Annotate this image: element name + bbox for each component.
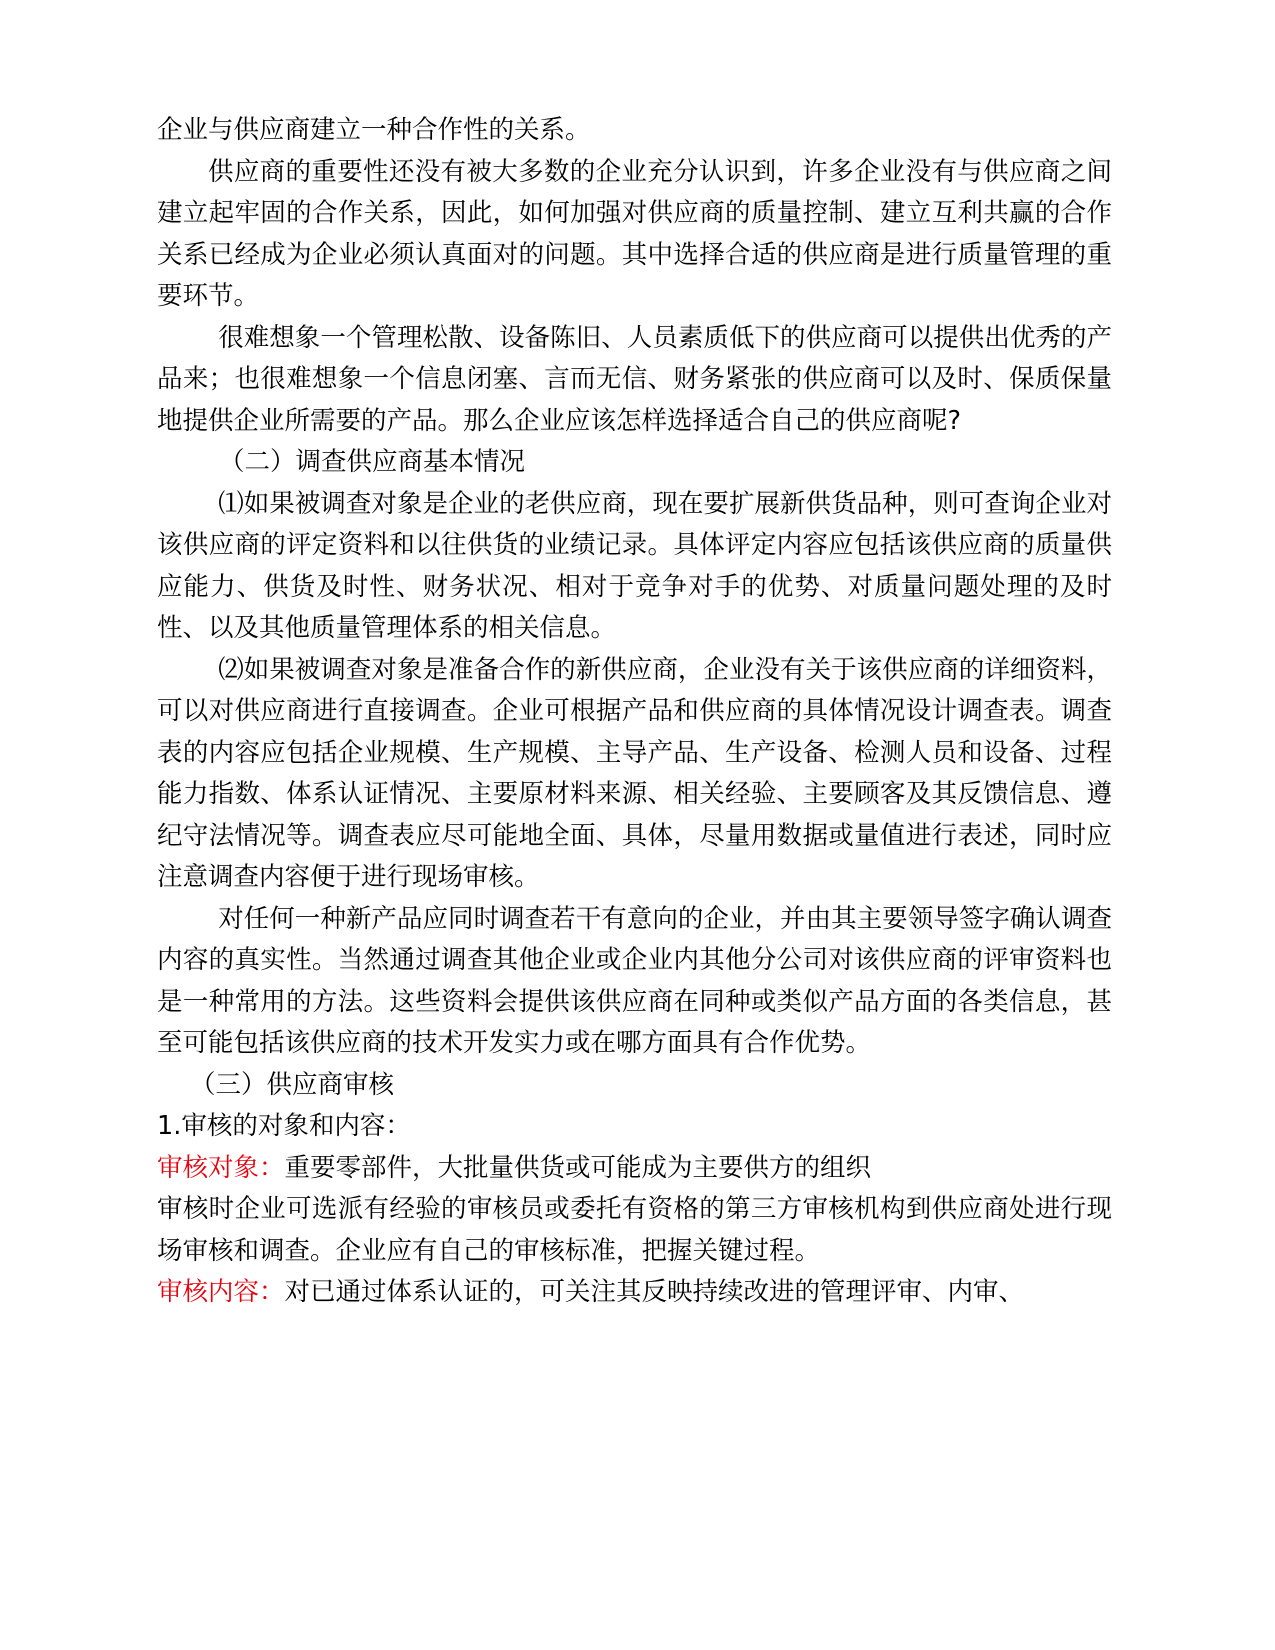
- audit-object-label: 审核对象：: [157, 1152, 285, 1183]
- paragraph-1: 供应商的重要性还没有被大多数的企业充分认识到，许多企业没有与供应商之间建立起牢固的合作关系，因此，如何加强对供应商的质量控制、建立互利共赢的合作关系已经成为企业必须认真面对的问题。其中选择合适的供应商是进行质量管理的重要环节。: [157, 156, 1112, 311]
- audit-content-text: 对已通过体系认证的，可关注其反映持续改进的管理评审、内审、: [284, 1277, 1025, 1307]
- paragraph-4: ⑵如果被调查对象是准备合作的新供应商，企业没有关于该供应商的详细资料，可以对供应商进行直接调查。企业可根据产品和供应商的具体情况设计调查表。调查表的内容应包括企业规模、生产规模、主导产品、生产设备、检测人员和设备、过程能力指数、体系认证情况、主要原材料来源、相关经验、主要顾客及其反馈信息、遵纪守法情况等。调查表应尽可能地全面、具体，尽量用数据或量值进行表述，同时应注意调查内容便于进行现场审核。: [157, 654, 1112, 892]
- paragraph-7: [157, 1148, 1112, 1190]
- paragraph-6: 1.审核的对象和内容：: [157, 1111, 411, 1141]
- document-body: [157, 110, 1112, 1314]
- paragraph-3: ⑴如果被调查对象是企业的老供应商，现在要扩展新供货品种，则可查询企业对该供应商的评定资料和以往供货的业绩记录。具体评定内容应包括该供应商的质量供应能力、供货及时性、财务状况、相对于竞争对手的优势、对质量问题处理的及时性、以及其他质量管理体系的相关信息。: [157, 488, 1112, 643]
- paragraph-5: 对任何一种新产品应同时调查若干有意向的企业，并由其主要领导签字确认调查内容的真实性。当然通过调查其他企业或企业内其他分公司对该供应商的评审资料也是一种常用的方法。这些资料会提供该供应商在同种或类似产品方面的各类信息，甚至可能包括该供应商的技术开发实力或在哪方面具有合作优势。: [157, 903, 1112, 1058]
- audit-content-label: 审核内容：: [157, 1277, 285, 1307]
- section-heading-2: （二）调查供应商基本情况: [219, 447, 526, 477]
- paragraph-2: 很难想象一个管理松散、设备陈旧、人员素质低下的供应商可以提供出优秀的产品来；也很难想象一个信息闭塞、言而无信、财务紧张的供应商可以及时、保质保量地提供企业所需要的产品。那么企业应该怎样选择适合自己的供应商呢?: [157, 322, 1112, 436]
- audit-object-text: 重要零部件，大批量供货或可能成为主要供方的组织: [284, 1152, 872, 1183]
- section-heading-3: （三）供应商审核: [190, 1069, 395, 1100]
- paragraph-8: 审核时企业可选派有经验的审核员或委托有资格的第三方审核机构到供应商处进行现场审核和调查。企业应有自己的审核标准，把握关键过程。: [157, 1194, 1112, 1266]
- paragraph-0: 企业与供应商建立一种合作性的关系。: [157, 115, 591, 145]
- paragraph-9: [157, 1272, 1112, 1314]
